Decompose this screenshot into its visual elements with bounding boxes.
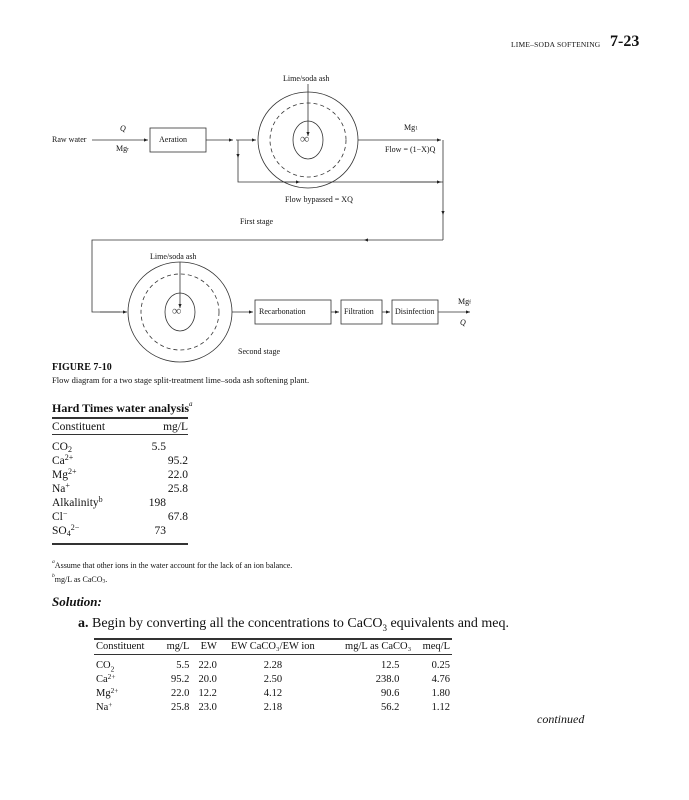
caco3-cell: 238.0 (375, 674, 400, 685)
raw-water-label: Raw water (52, 135, 87, 144)
mgl-cell: 5.5 (176, 660, 190, 671)
mg1-label: Mg1 (404, 123, 418, 132)
ew-cell: 23.0 (198, 702, 217, 713)
meq-cell: 0.25 (431, 660, 450, 671)
mg-f-label: Mgf (458, 297, 471, 306)
q-out-label: Q (460, 318, 466, 327)
table-row (94, 659, 452, 673)
water-analysis-table: Constituent mg/L CO2 5.5 $Ca^{2+}$ 95.2 $Mg^{2+}$ 22.0 Na+ 25.8 Alkalinity$^b$ 198 Cl− 67.8 $SO4^{2-}$ 73 (52, 420, 188, 545)
table-row (94, 687, 452, 701)
lime-soda-ash-label-2: Lime/soda ash (150, 252, 197, 261)
ratio-cell: 4.12 (263, 688, 283, 699)
table-row (52, 496, 188, 510)
constituent-cell: Na+ (96, 700, 113, 713)
constituent-cell: $Mg^{2+}$ (96, 686, 119, 699)
constituent-cell: Alkalinity$^b$ (52, 495, 103, 509)
q-in-label: Q (120, 124, 126, 133)
rule (52, 417, 188, 419)
mixer-icon: ∞ (172, 303, 182, 318)
value-cell: 73 (154, 525, 166, 537)
constituent-cell: $Ca^{2+}$ (52, 453, 74, 467)
ew-cell: 22.0 (198, 660, 217, 671)
ratio-cell: 2.28 (263, 660, 283, 671)
constituent-cell: $Ca^{2+}$ (96, 672, 116, 685)
mgl-cell: 22.0 (171, 688, 190, 699)
conversion-table: Constituent mg/L EW EW CaCO₃/EW ion mg/L as CaCO₃ meq/L CO2 5.5 22.0 2.28 12.5 0.25 $Ca^{2+}$ 95.2 20.0 2.50 238.0 4.76 $Mg^{2+}$ 22.0 12.2 4.12 90.6 1.80 Na+ 25.8 23.0 2.18 56.2 1.12 (96, 641, 450, 713)
constituent-cell: $Mg^{2+}$ (52, 467, 77, 481)
caco3-cell: 90.6 (380, 688, 400, 699)
mgl-cell: 95.2 (171, 674, 190, 685)
ratio-cell: 2.18 (263, 702, 283, 713)
filtration-label: Filtration (344, 307, 374, 316)
solution-heading: Solution: (52, 594, 102, 609)
meq-cell: 1.80 (431, 688, 450, 699)
figure-caption: Flow diagram for a two stage split-treatment lime–soda ash softening plant. (52, 375, 310, 385)
constituent-cell: CO2 (52, 441, 73, 454)
caco3-cell: 56.2 (380, 702, 400, 713)
table-row (94, 673, 452, 687)
table-row (52, 454, 188, 468)
continued-label: continued (537, 712, 585, 726)
meq-cell: 4.76 (431, 674, 450, 685)
ratio-cell: 2.50 (263, 674, 283, 685)
meq-cell: 1.12 (431, 702, 450, 713)
flow-diagram-lines (0, 0, 689, 380)
lime-soda-ash-label-1: Lime/soda ash (283, 74, 330, 83)
mgl-cell: 25.8 (171, 702, 190, 713)
aeration-label: Aeration (159, 135, 187, 144)
constituent-cell: Na+ (52, 481, 70, 495)
table-row (52, 510, 188, 524)
table-row (52, 468, 188, 482)
running-title: LIME–SODA SOFTENING (511, 40, 601, 49)
value-cell: 95.2 (167, 455, 188, 467)
value-cell: 5.5 (151, 441, 166, 453)
footnote-a: $^a$Assume that other ions in the water account for the lack of an ion balance. (52, 559, 293, 570)
disinfection-label: Disinfection (395, 307, 435, 316)
caco3-cell: 12.5 (380, 660, 400, 671)
second-stage-label: Second stage (238, 347, 280, 356)
footnote-b: $^b$mg/L as CaCO3. (52, 573, 108, 585)
ew-cell: 12.2 (198, 688, 217, 699)
table-row (52, 482, 188, 496)
recarbonation-label: Recarbonation (259, 307, 306, 316)
value-cell: 22.0 (167, 469, 188, 481)
flow-bypassed-label: Flow bypassed = XQ (285, 195, 353, 204)
value-cell: 67.8 (167, 511, 188, 523)
step-a: a. Begin by converting all the concentrations to CaCO3 equivalents and meq. (78, 616, 510, 633)
table-row (52, 440, 188, 454)
analysis-title: Hard Times water analysis$^a$ (52, 400, 193, 415)
mixer-icon: ∞ (300, 131, 310, 146)
value-cell: 198 (148, 497, 166, 509)
flow-main-label: Flow = (1−X)Q (385, 145, 436, 154)
page-number: 7-23 (610, 33, 640, 50)
table-row (94, 701, 452, 715)
table-row (52, 524, 188, 538)
ew-cell: 20.0 (198, 674, 217, 685)
figure-label: FIGURE 7-10 (52, 362, 112, 373)
first-stage-label: First stage (240, 217, 274, 226)
value-cell: 25.8 (167, 483, 188, 495)
constituent-cell: $SO4^{2-}$ (52, 523, 80, 538)
mg-r-label: Mgr (116, 144, 129, 153)
constituent-cell: CO2 (96, 660, 115, 674)
constituent-cell: Cl− (52, 509, 68, 523)
